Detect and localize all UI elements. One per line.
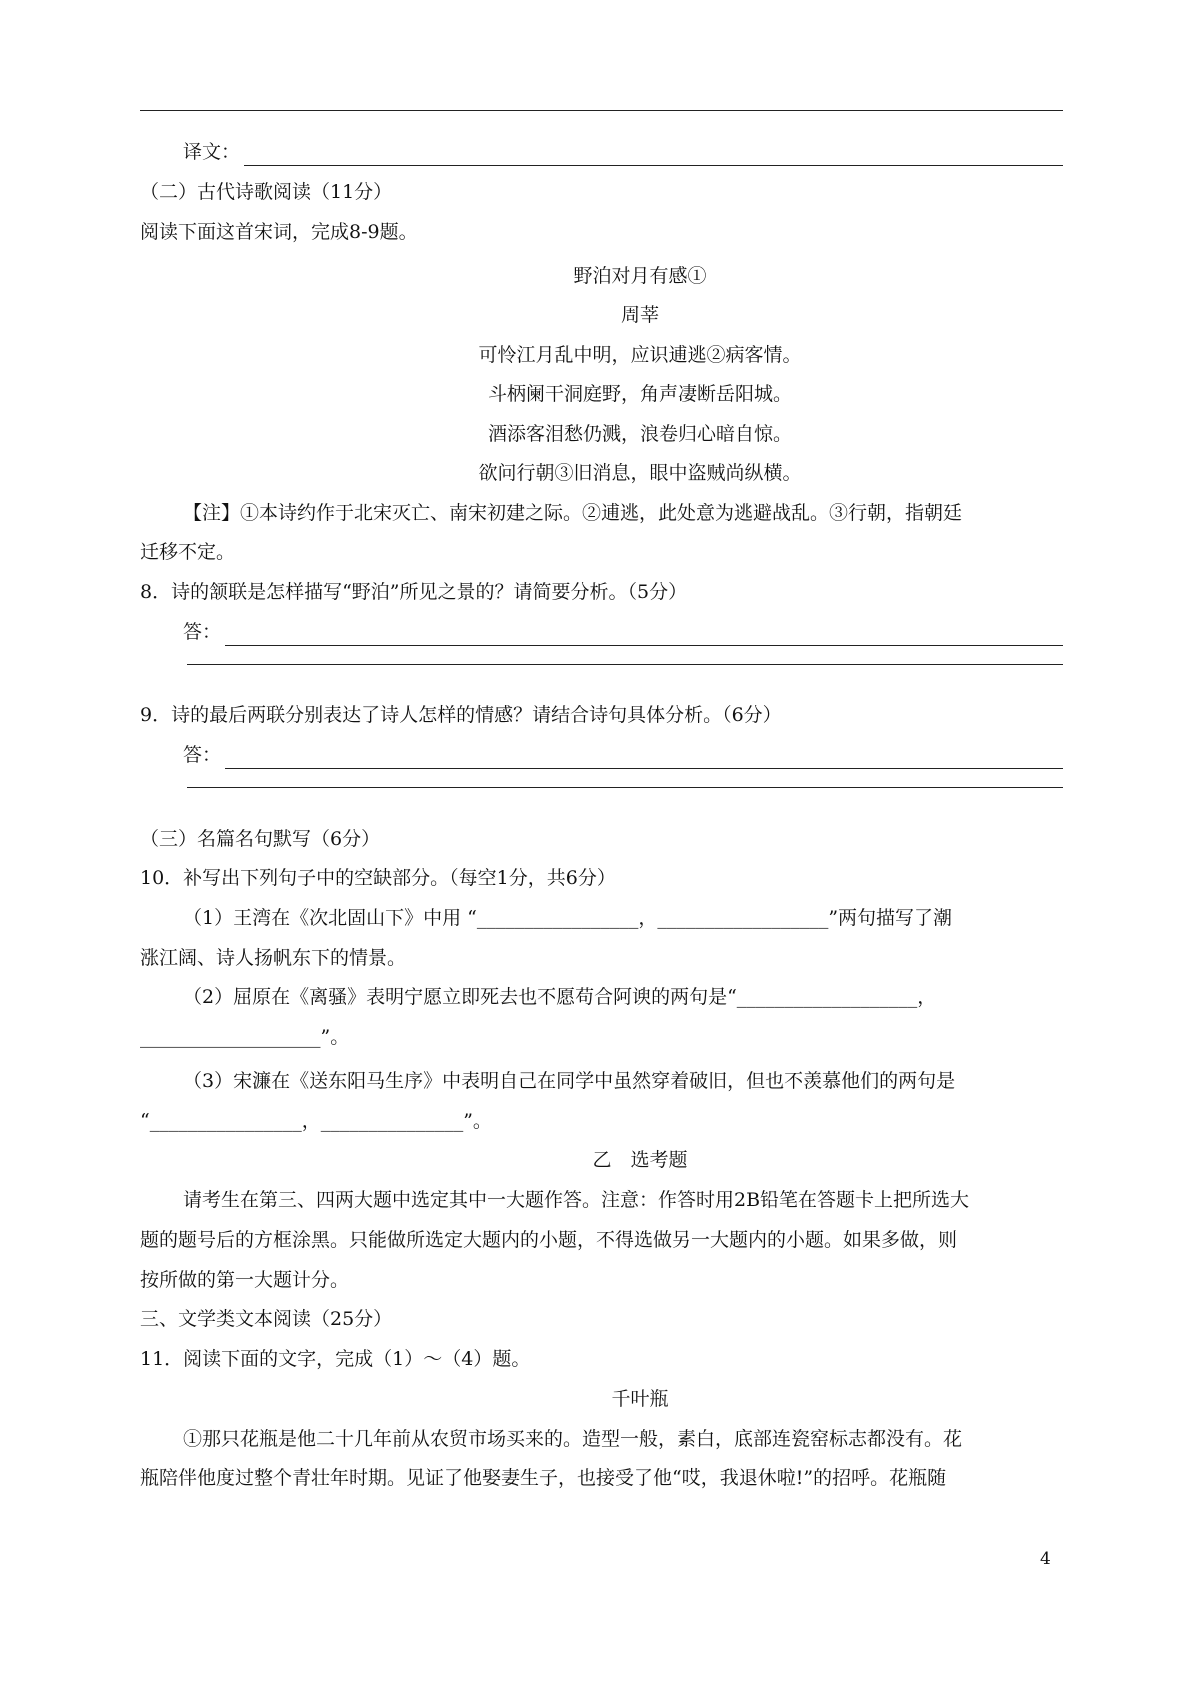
question-10-item-1: （1）王湾在《次北固山下》中用 “_________________，__________________”两句描写了潮 — [183, 907, 953, 929]
translation-answer-line — [244, 145, 1063, 166]
answer-line — [225, 625, 1063, 646]
poem-line: 欲问行朝③旧消息，眼中盗贼尚纵横。 — [478, 462, 802, 484]
poetry-instruction: 阅读下面这首宋词，完成8-9题。 — [140, 221, 418, 243]
section-literature-heading: 三、文学类文本阅读（25分） — [140, 1308, 393, 1330]
poem-note-continued: 迁移不定。 — [140, 541, 236, 563]
question-10-item-3: （3）宋濂在《送东阳马生序》中表明自己在同学中虽然穿着破旧，但也不羡慕他们的两句是 — [183, 1070, 956, 1092]
question-8: 8．诗的颔联是怎样描写“野泊”所见之景的？请简要分析。（5分） — [140, 581, 688, 603]
story-title: 千叶瓶 — [611, 1388, 669, 1410]
poem-line: 可怜江月乱中明，应识逋逃②病客情。 — [478, 344, 802, 366]
poem-line: 酒添客泪愁仍溅，浪卷归心暗自惊。 — [487, 423, 792, 445]
answer-label: 答： — [183, 744, 222, 766]
question-11: 11．阅读下面的文字，完成（1）～（4）题。 — [140, 1348, 531, 1370]
answer-line — [187, 664, 1063, 665]
question-10: 10．补写出下列句子中的空缺部分。（每空1分，共6分） — [140, 867, 616, 889]
elective-instructions-continued: 按所做的第一大题计分。 — [140, 1269, 350, 1291]
story-paragraph-continued: 瓶陪伴他度过整个青壮年时期。见证了他娶妻生子，也接受了他“哎，我退休啦!”的招呼。花瓶随 — [140, 1467, 947, 1489]
poem-note: 【注】①本诗约作于北宋灭亡、南宋初建之际。②逋逃，此处意为逃避战乱。③行朝，指朝廷 — [183, 502, 963, 524]
section-dictation-heading: （三）名篇名句默写（6分） — [140, 828, 381, 850]
question-10-item-3-continued: “________________，_______________”。 — [140, 1110, 492, 1132]
answer-label: 答： — [183, 621, 222, 643]
section-poetry-heading: （二）古代诗歌阅读（11分） — [140, 181, 393, 203]
story-paragraph: ①那只花瓶是他二十几年前从农贸市场买来的。造型一般，素白，底部连瓷窑标志都没有。花 — [183, 1428, 963, 1450]
question-9: 9．诗的最后两联分别表达了诗人怎样的情感？请结合诗句具体分析。（6分） — [140, 704, 782, 726]
header-rule — [140, 110, 1063, 111]
poem-author: 周莘 — [620, 304, 659, 326]
elective-instructions: 请考生在第三、四两大题中选定其中一大题作答。注意：作答时用2B铅笔在答题卡上把所选大 — [183, 1189, 970, 1211]
page-number: 4 — [1040, 1549, 1051, 1569]
poem-line: 斗柄阑干洞庭野，角声凄断岳阳城。 — [487, 383, 792, 405]
poem-title: 野泊对月有感① — [573, 265, 707, 287]
answer-line — [225, 748, 1063, 769]
question-10-item-2: （2）屈原在《离骚》表明宁愿立即死去也不愿苟合阿谀的两句是“___________________， — [183, 986, 937, 1008]
question-9-answer — [183, 741, 1063, 769]
translation-answer — [183, 138, 1063, 166]
question-10-item-1-continued: 涨江阔、诗人扬帆东下的情景。 — [140, 947, 407, 969]
translation-label: 译文： — [183, 141, 241, 163]
question-8-answer — [183, 618, 1063, 646]
elective-heading: 乙 选考题 — [592, 1149, 688, 1171]
question-10-item-2-continued: ___________________”。 — [140, 1026, 350, 1048]
answer-line — [187, 787, 1063, 788]
elective-instructions-continued: 题的题号后的方框涂黑。只能做所选定大题内的小题，不得选做另一大题内的小题。如果多做，则 — [140, 1229, 958, 1251]
